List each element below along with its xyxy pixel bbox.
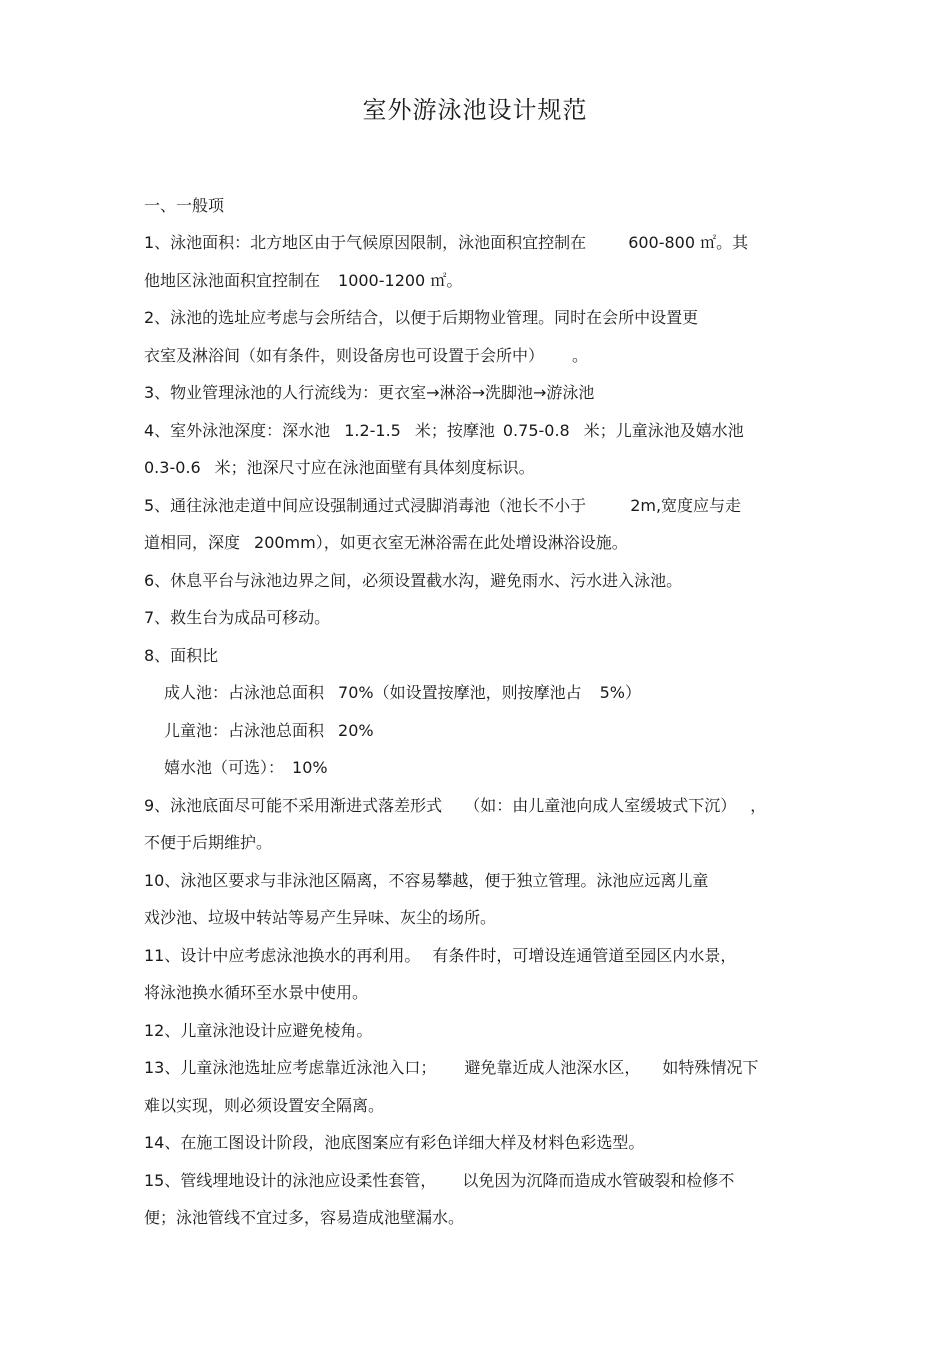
- item-4-text-c: 米；按摩池: [414, 421, 495, 440]
- item-5-text-a: 5、通往泳池走道中间应设强制通过式浸脚消毒池（池长不小于: [144, 496, 587, 515]
- item-4-child-depth: 0.3-0.6: [144, 458, 201, 477]
- item-7-line-1: 7、救生台为成品可移动。: [144, 608, 331, 627]
- item-8-adult-label: 成人池：占泳池总面积: [164, 683, 325, 702]
- item-13-text-c: 如特殊情况下: [662, 1058, 759, 1077]
- item-8-massage-value: 5%）: [599, 683, 641, 702]
- item-8-child-label: 儿童池：占泳池总面积: [164, 721, 325, 740]
- item-6-line-1: 6、休息平台与泳池边界之间，必须设置截水沟，避免雨水、污水进入泳池。: [144, 571, 683, 590]
- item-1-area-north: 600-800 ㎡。其: [628, 233, 749, 252]
- item-3-line-1: 3、物业管理泳池的人行流线为：更衣室→淋浴→洗脚池→游泳池: [144, 383, 595, 402]
- item-9-text-a: 9、泳池底面尽可能不采用渐进式落差形式: [144, 796, 443, 815]
- item-4-text-e: 米；儿童泳池及嬉水池: [583, 421, 744, 440]
- item-8-adult-value: 70%（如设置按摩池，则按摩池占: [338, 683, 582, 702]
- item-4-line-1: [144, 420, 744, 442]
- item-9-text-c: ，: [750, 796, 767, 815]
- item-15-text-b: 以免因为沉降而造成水管破裂和检修不: [462, 1171, 735, 1190]
- item-11-text-b: 有条件时，可增设连通管道至园区内水景，: [432, 946, 737, 965]
- item-11-text-a: 11、设计中应考虑泳池换水的再利用。: [144, 946, 421, 965]
- item-14-line-1: 14、在施工图设计阶段，池底图案应有彩色详细大样及材料色彩选型。: [144, 1133, 645, 1152]
- section-heading: 一、一般项: [144, 196, 225, 215]
- item-10-line-1: 10、泳池区要求与非泳池区隔离，不容易攀越，便于独立管理。泳池应远离儿童: [144, 871, 709, 890]
- item-8-heading: 8、面积比: [144, 646, 219, 665]
- item-2-end: 。: [572, 346, 589, 365]
- item-15-text-a: 15、管线埋地设计的泳池应设柔性套管，: [144, 1171, 437, 1190]
- item-1-text: 1、泳池面积：北方地区由于气候原因限制，泳池面积宜控制在: [144, 233, 587, 252]
- item-4-deep-depth: 1.2-1.5: [344, 421, 401, 440]
- item-9-text-b: （如：由儿童池向成人室缓坡式下沉）: [464, 796, 737, 815]
- item-13-text-a: 13、儿童泳池选址应考虑靠近泳池入口；: [144, 1058, 437, 1077]
- item-8-splash: [164, 757, 328, 779]
- item-2-line-2: [144, 345, 588, 367]
- item-4-massage-depth: 0.75-0.8: [502, 421, 570, 440]
- item-13-text-b: 避免靠近成人池深水区，: [464, 1058, 641, 1077]
- item-10-line-2: 戏沙池、垃圾中转站等易产生异味、灰尘的场所。: [144, 908, 497, 927]
- item-1-text-2: 他地区泳池面积宜控制在: [144, 271, 321, 290]
- item-5-text-d: 200mm），如更衣室无淋浴需在此处增设淋浴设施。: [254, 533, 628, 552]
- item-15-line-1: [144, 1170, 734, 1192]
- item-9-line-2: 不便于后期维护。: [144, 833, 273, 852]
- item-4-text-g: 米；池深尺寸应在泳池面壁有具体刻度标识。: [214, 458, 535, 477]
- item-11-line-1: [144, 945, 736, 967]
- item-4-text-a: 4、室外泳池深度：深水池: [144, 421, 331, 440]
- item-9-line-1: [144, 795, 766, 817]
- item-15-line-2: 便；泳池管线不宜过多，容易造成池壁漏水。: [144, 1208, 465, 1227]
- item-1-line-2: [144, 270, 462, 292]
- item-13-line-2: 难以实现，则必须设置安全隔离。: [144, 1096, 385, 1115]
- item-2-line-1: 2、泳池的选址应考虑与会所结合，以便于后期物业管理。同时在会所中设置更: [144, 308, 699, 327]
- item-4-line-2: [144, 457, 535, 479]
- item-12-line-1: 12、儿童泳池设计应避免棱角。: [144, 1021, 373, 1040]
- page-title: 室外游泳池设计规范: [362, 96, 588, 124]
- item-11-line-2: 将泳池换水循环至水景中使用。: [144, 983, 369, 1002]
- item-8-child-value: 20%: [338, 721, 374, 740]
- item-5-text-b: 2m,宽度应与走: [630, 496, 742, 515]
- item-8-adult: [164, 682, 641, 704]
- item-13-line-1: [144, 1057, 758, 1079]
- item-1-line-1: [144, 232, 748, 254]
- item-5-line-2: [144, 532, 628, 554]
- item-8-splash-value: 10%: [292, 758, 328, 777]
- item-8-splash-label: 嬉水池（可选）：: [164, 758, 285, 777]
- item-1-area-other: 1000-1200 ㎡。: [338, 271, 463, 290]
- item-5-text-c: 道相同，深度: [144, 533, 241, 552]
- item-5-line-1: [144, 495, 741, 517]
- item-8-child: [164, 720, 374, 742]
- item-2-text: 衣室及淋浴间（如有条件，则设备房也可设置于会所中）: [144, 346, 545, 365]
